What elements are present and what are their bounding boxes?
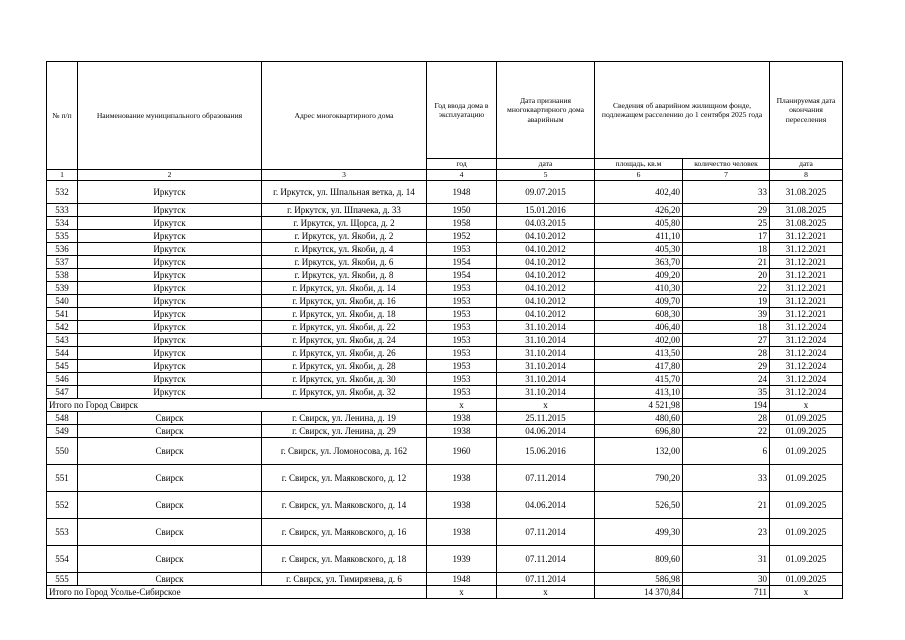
- row-address: г. Иркутск, ул. Якоби, д. 32: [262, 385, 427, 398]
- row-area: 406,40: [595, 320, 683, 333]
- row-year: 1953: [427, 333, 497, 346]
- row-date: 07.11.2014: [497, 572, 595, 585]
- table-row: [47, 216, 843, 229]
- row-planned-date: 31.12.2021: [770, 281, 843, 294]
- row-area: 415,70: [595, 372, 683, 385]
- row-address: г. Иркутск, ул. Щорса, д. 2: [262, 216, 427, 229]
- row-area: 409,20: [595, 268, 683, 281]
- row-date: 04.03.2015: [497, 216, 595, 229]
- row-area: 413,50: [595, 346, 683, 359]
- unit-people: количество человек: [683, 159, 770, 170]
- row-date: 04.10.2012: [497, 281, 595, 294]
- row-address: г. Свирск, ул. Ленина, д. 19: [262, 411, 427, 424]
- row-year: 1960: [427, 437, 497, 464]
- row-number: 538: [47, 268, 78, 281]
- row-people: 23: [683, 518, 770, 545]
- row-people: 27: [683, 333, 770, 346]
- row-year: x: [427, 585, 497, 598]
- row-people: 18: [683, 320, 770, 333]
- row-area: 499,30: [595, 518, 683, 545]
- row-people: 24: [683, 372, 770, 385]
- table-row: [47, 281, 843, 294]
- table-row: [47, 242, 843, 255]
- table-row: [47, 545, 843, 572]
- row-date: 04.06.2014: [497, 424, 595, 437]
- row-number: 542: [47, 320, 78, 333]
- row-planned-date: 01.09.2025: [770, 464, 843, 491]
- row-municipality: Иркутск: [78, 255, 262, 268]
- row-municipality: Иркутск: [78, 359, 262, 372]
- row-number: 554: [47, 545, 78, 572]
- row-year: 1952: [427, 229, 497, 242]
- row-year: 1953: [427, 307, 497, 320]
- row-address: г. Свирск, ул. Маяковского, д. 14: [262, 491, 427, 518]
- row-area: 480,60: [595, 411, 683, 424]
- table-row: [47, 437, 843, 464]
- row-planned-date: 31.12.2021: [770, 268, 843, 281]
- row-number: 550: [47, 437, 78, 464]
- row-year: 1953: [427, 320, 497, 333]
- table-row: [47, 255, 843, 268]
- row-municipality: Свирск: [78, 464, 262, 491]
- row-address: г. Иркутск, ул. Шпальная ветка, д. 14: [262, 180, 427, 203]
- row-people: 28: [683, 346, 770, 359]
- row-area: 426,20: [595, 203, 683, 216]
- row-year: 1954: [427, 268, 497, 281]
- row-date: 31.10.2014: [497, 372, 595, 385]
- row-date: 04.06.2014: [497, 491, 595, 518]
- row-municipality: Иркутск: [78, 203, 262, 216]
- row-people: 194: [683, 398, 770, 411]
- row-date: 25.11.2015: [497, 411, 595, 424]
- table-row: [47, 203, 843, 216]
- row-area: 790,20: [595, 464, 683, 491]
- row-municipality: Иркутск: [78, 229, 262, 242]
- row-year: 1938: [427, 518, 497, 545]
- row-municipality: Иркутск: [78, 372, 262, 385]
- row-municipality: Иркутск: [78, 268, 262, 281]
- row-date: 31.10.2014: [497, 359, 595, 372]
- table-row: [47, 491, 843, 518]
- summary-row: [47, 585, 843, 598]
- row-planned-date: 01.09.2025: [770, 424, 843, 437]
- row-planned-date: 31.12.2024: [770, 333, 843, 346]
- row-people: 25: [683, 216, 770, 229]
- row-number: 551: [47, 464, 78, 491]
- row-people: 22: [683, 281, 770, 294]
- row-number: 543: [47, 333, 78, 346]
- row-people: 21: [683, 491, 770, 518]
- row-address: г. Иркутск, ул. Шпачека, д. 33: [262, 203, 427, 216]
- table-row: [47, 346, 843, 359]
- row-municipality: Иркутск: [78, 346, 262, 359]
- row-area: 132,00: [595, 437, 683, 464]
- row-date: 04.10.2012: [497, 255, 595, 268]
- row-municipality: Иркутск: [78, 281, 262, 294]
- row-planned-date: 31.12.2024: [770, 372, 843, 385]
- row-planned-date: 31.12.2021: [770, 255, 843, 268]
- row-area: 809,60: [595, 545, 683, 572]
- row-area: 402,00: [595, 333, 683, 346]
- row-number: 555: [47, 572, 78, 585]
- table-row: [47, 229, 843, 242]
- row-date: 31.10.2014: [497, 333, 595, 346]
- table-row: [47, 320, 843, 333]
- row-year: 1953: [427, 242, 497, 255]
- housing-table: [46, 61, 843, 599]
- row-year: 1948: [427, 180, 497, 203]
- row-date: 04.10.2012: [497, 242, 595, 255]
- row-municipality: Иркутск: [78, 320, 262, 333]
- row-address: г. Иркутск, ул. Якоби, д. 26: [262, 346, 427, 359]
- row-address: г. Иркутск, ул. Якоби, д. 30: [262, 372, 427, 385]
- row-address: г. Свирск, ул. Маяковского, д. 18: [262, 545, 427, 572]
- row-planned-date: 31.12.2024: [770, 359, 843, 372]
- row-municipality: Иркутск: [78, 216, 262, 229]
- row-planned-date: 01.09.2025: [770, 572, 843, 585]
- row-planned-date: 31.12.2024: [770, 385, 843, 398]
- row-date: 07.11.2014: [497, 518, 595, 545]
- row-date: 07.11.2014: [497, 545, 595, 572]
- row-people: 28: [683, 411, 770, 424]
- row-municipality: Свирск: [78, 411, 262, 424]
- row-area: 410,30: [595, 281, 683, 294]
- header-address: Адрес многоквартирного дома: [262, 62, 427, 170]
- row-planned-date: 31.12.2024: [770, 346, 843, 359]
- row-area: 608,30: [595, 307, 683, 320]
- row-number: 540: [47, 294, 78, 307]
- row-year: 1953: [427, 359, 497, 372]
- row-planned-date: 31.08.2025: [770, 203, 843, 216]
- row-people: 22: [683, 424, 770, 437]
- table-row: [47, 333, 843, 346]
- row-municipality: Свирск: [78, 437, 262, 464]
- row-area: 409,70: [595, 294, 683, 307]
- row-date: 04.10.2012: [497, 307, 595, 320]
- row-area: 417,80: [595, 359, 683, 372]
- row-year: 1938: [427, 411, 497, 424]
- row-area: 405,30: [595, 242, 683, 255]
- table-row: [47, 294, 843, 307]
- row-people: 6: [683, 437, 770, 464]
- row-people: 711: [683, 585, 770, 598]
- row-municipality: Иркутск: [78, 385, 262, 398]
- col-number: 4: [427, 170, 497, 181]
- row-address: г. Иркутск, ул. Якоби, д. 14: [262, 281, 427, 294]
- row-date: 31.10.2014: [497, 385, 595, 398]
- row-number: 541: [47, 307, 78, 320]
- row-year: 1953: [427, 385, 497, 398]
- row-area: 696,80: [595, 424, 683, 437]
- row-people: 21: [683, 255, 770, 268]
- row-area: 4 521,98: [595, 398, 683, 411]
- row-date: 07.11.2014: [497, 464, 595, 491]
- unit-date: дата: [497, 159, 595, 170]
- row-number: 546: [47, 372, 78, 385]
- row-number: 552: [47, 491, 78, 518]
- row-address: г. Иркутск, ул. Якоби, д. 16: [262, 294, 427, 307]
- row-date: 09.07.2015: [497, 180, 595, 203]
- row-number: 535: [47, 229, 78, 242]
- table-row: [47, 180, 843, 203]
- col-number: 6: [595, 170, 683, 181]
- table-row: [47, 572, 843, 585]
- row-address: г. Свирск, ул. Тимирязева, д. 6: [262, 572, 427, 585]
- col-number: 5: [497, 170, 595, 181]
- row-date: 15.06.2016: [497, 437, 595, 464]
- row-planned-date: 01.09.2025: [770, 545, 843, 572]
- row-municipality: Иркутск: [78, 333, 262, 346]
- table-row: [47, 307, 843, 320]
- row-municipality: Свирск: [78, 545, 262, 572]
- row-date: 04.10.2012: [497, 294, 595, 307]
- row-people: 17: [683, 229, 770, 242]
- row-people: 33: [683, 180, 770, 203]
- row-planned-date: 31.12.2021: [770, 242, 843, 255]
- row-people: 18: [683, 242, 770, 255]
- unit-year: год: [427, 159, 497, 170]
- row-number: 544: [47, 346, 78, 359]
- row-date: 31.10.2014: [497, 346, 595, 359]
- row-address: г. Иркутск, ул. Якоби, д. 24: [262, 333, 427, 346]
- row-number: 539: [47, 281, 78, 294]
- col-number: 8: [770, 170, 843, 181]
- row-year: 1939: [427, 545, 497, 572]
- row-date: 15.01.2016: [497, 203, 595, 216]
- row-year: 1950: [427, 203, 497, 216]
- row-people: 30: [683, 572, 770, 585]
- row-number: 549: [47, 424, 78, 437]
- row-municipality: Иркутск: [78, 180, 262, 203]
- row-address: г. Свирск, ул. Ленина, д. 29: [262, 424, 427, 437]
- row-date: 31.10.2014: [497, 320, 595, 333]
- row-municipality: Иркутск: [78, 242, 262, 255]
- row-area: 14 370,84: [595, 585, 683, 598]
- row-address: г. Свирск, ул. Маяковского, д. 16: [262, 518, 427, 545]
- row-address: г. Иркутск, ул. Якоби, д. 28: [262, 359, 427, 372]
- col-number: 2: [78, 170, 262, 181]
- row-people: 39: [683, 307, 770, 320]
- row-date: x: [497, 585, 595, 598]
- row-planned-date: 01.09.2025: [770, 491, 843, 518]
- row-date: x: [497, 398, 595, 411]
- table-row: [47, 411, 843, 424]
- row-year: 1948: [427, 572, 497, 585]
- header-planned-date: Планируемая дата окончания переселения: [770, 62, 843, 159]
- row-municipality: Свирск: [78, 518, 262, 545]
- header-date-recognition: Дата признания многоквартирного дома аварийным: [497, 62, 595, 159]
- row-planned-date: 01.09.2025: [770, 518, 843, 545]
- row-planned-date: x: [770, 585, 843, 598]
- row-planned-date: 31.12.2021: [770, 229, 843, 242]
- row-area: 363,70: [595, 255, 683, 268]
- row-municipality: Свирск: [78, 572, 262, 585]
- row-year: 1938: [427, 424, 497, 437]
- row-area: 402,40: [595, 180, 683, 203]
- table-row: [47, 372, 843, 385]
- row-number: 534: [47, 216, 78, 229]
- row-number: 548: [47, 411, 78, 424]
- row-planned-date: 31.12.2024: [770, 320, 843, 333]
- row-number: 533: [47, 203, 78, 216]
- table-row: [47, 359, 843, 372]
- row-year: 1938: [427, 464, 497, 491]
- row-year: 1958: [427, 216, 497, 229]
- unit-area: площадь, кв.м: [595, 159, 683, 170]
- row-people: 19: [683, 294, 770, 307]
- header-emergency-info: Сведения об аварийном жилищном фонде, подлежащем расселению до 1 сентября 2025 года: [595, 62, 770, 159]
- row-planned-date: x: [770, 398, 843, 411]
- header-municipality: Наименование муниципального образования: [78, 62, 262, 170]
- row-date: 04.10.2012: [497, 268, 595, 281]
- row-year: 1954: [427, 255, 497, 268]
- summary-row: [47, 398, 843, 411]
- row-address: г. Иркутск, ул. Якоби, д. 2: [262, 229, 427, 242]
- table-row: [47, 385, 843, 398]
- row-area: 413,10: [595, 385, 683, 398]
- row-people: 33: [683, 464, 770, 491]
- row-area: 405,80: [595, 216, 683, 229]
- col-number: 1: [47, 170, 78, 181]
- row-address: г. Иркутск, ул. Якоби, д. 22: [262, 320, 427, 333]
- row-number: 553: [47, 518, 78, 545]
- row-number: 537: [47, 255, 78, 268]
- row-address: г. Иркутск, ул. Якоби, д. 18: [262, 307, 427, 320]
- row-planned-date: 31.12.2021: [770, 294, 843, 307]
- table-row: [47, 518, 843, 545]
- row-year: 1953: [427, 294, 497, 307]
- row-planned-date: 31.08.2025: [770, 180, 843, 203]
- row-people: 31: [683, 545, 770, 572]
- row-year: 1953: [427, 281, 497, 294]
- row-address: г. Свирск, ул. Ломоносова, д. 162: [262, 437, 427, 464]
- row-municipality: Иркутск: [78, 294, 262, 307]
- summary-label: Итого по Город Усолье-Сибирское: [47, 585, 427, 598]
- row-address: г. Свирск, ул. Маяковского, д. 12: [262, 464, 427, 491]
- row-people: 29: [683, 203, 770, 216]
- row-people: 35: [683, 385, 770, 398]
- table-row: [47, 268, 843, 281]
- row-address: г. Иркутск, ул. Якоби, д. 8: [262, 268, 427, 281]
- row-people: 20: [683, 268, 770, 281]
- row-municipality: Свирск: [78, 491, 262, 518]
- row-address: г. Иркутск, ул. Якоби, д. 6: [262, 255, 427, 268]
- row-address: г. Иркутск, ул. Якоби, д. 4: [262, 242, 427, 255]
- row-year: 1953: [427, 346, 497, 359]
- col-number: 7: [683, 170, 770, 181]
- table-body: [47, 180, 843, 598]
- row-area: 411,10: [595, 229, 683, 242]
- row-number: 545: [47, 359, 78, 372]
- row-number: 547: [47, 385, 78, 398]
- row-year: 1953: [427, 372, 497, 385]
- row-people: 29: [683, 359, 770, 372]
- header-year: Год ввода дома в эксплуатацию: [427, 62, 497, 159]
- row-planned-date: 31.12.2021: [770, 307, 843, 320]
- col-number: 3: [262, 170, 427, 181]
- row-date: 04.10.2012: [497, 229, 595, 242]
- row-planned-date: 01.09.2025: [770, 437, 843, 464]
- table-row: [47, 424, 843, 437]
- header-num: № п/п: [47, 62, 78, 170]
- row-planned-date: 31.08.2025: [770, 216, 843, 229]
- row-municipality: Свирск: [78, 424, 262, 437]
- summary-label: Итого по Город Свирск: [47, 398, 427, 411]
- row-number: 536: [47, 242, 78, 255]
- row-number: 532: [47, 180, 78, 203]
- row-area: 526,50: [595, 491, 683, 518]
- row-area: 586,98: [595, 572, 683, 585]
- table-row: [47, 464, 843, 491]
- row-year: 1938: [427, 491, 497, 518]
- row-year: x: [427, 398, 497, 411]
- row-planned-date: 01.09.2025: [770, 411, 843, 424]
- unit-planned: дата: [770, 159, 843, 170]
- row-municipality: Иркутск: [78, 307, 262, 320]
